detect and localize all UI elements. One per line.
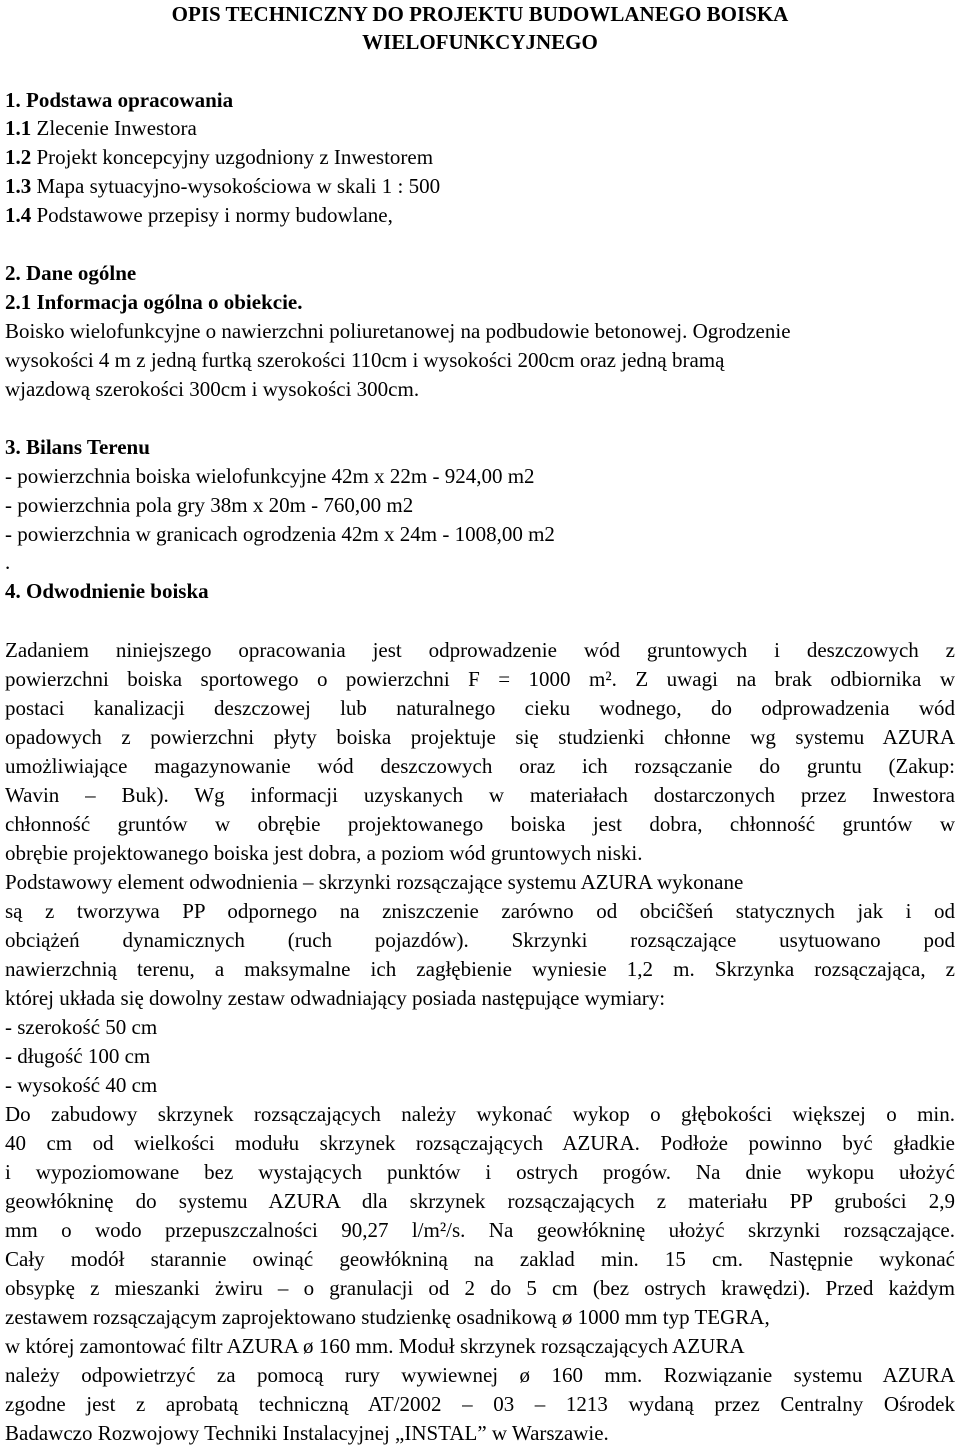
section-1-item: 1.3 Mapa sytuacyjno-wysokościowa w skali 1 : 500	[5, 174, 441, 198]
section-4-paragraph-line: umożliwiające magazynowanie wód deszczowych oraz ich rozsączanie do gruntu (Zakup:	[5, 754, 955, 778]
section-4-heading: 4. Odwodnienie boiska	[5, 579, 209, 603]
document-title-line-1: OPIS TECHNICZNY DO PROJEKTU BUDOWLANEGO BOISKA	[171, 2, 789, 26]
document-title-line-2: WIELOFUNKCYJNEGO	[362, 30, 598, 54]
section-4-dimension-item: - długość 100 cm	[5, 1044, 151, 1068]
section-2-paragraph-line: wjazdową szerokości 300cm i wysokości 300cm.	[5, 377, 420, 401]
section-4-paragraph-line: opadowych z powierzchni płyty boiska projektuje się studzienki chłonne wg systemu AZURA	[5, 725, 955, 749]
section-2-subheading: 2.1 Informacja ogólna o obiekcie.	[5, 290, 303, 314]
section-4-paragraph-line: są z tworzywa PP odpornego na zniszczenie zarówno od obciĉšeń statycznych jak i od	[5, 899, 955, 923]
section-1-item: 1.1 Zlecenie Inwestora	[5, 116, 197, 140]
section-2-paragraph-line: wysokości 4 m z jedną furtką szerokości 110cm i wysokości 200cm oraz jedną bramą	[5, 348, 725, 372]
section-4-paragraph-line: mm o wodo przepuszczalności 90,27 l/m²/s. Na geowłókninę ułożyć skrzynki rozsączające.	[5, 1218, 955, 1242]
section-1-item: 1.2 Projekt koncepcyjny uzgodniony z Inwestorem	[5, 145, 434, 169]
section-3-list-item: .	[5, 550, 11, 574]
section-4-paragraph-line: Zadaniem niniejszego opracowania jest odprowadzenie wód gruntowych i deszczowych z	[5, 638, 955, 662]
section-2-paragraph-line: Boisko wielofunkcyjne o nawierzchni poliuretanowej na podbudowie betonowej. Ogrodzenie	[5, 319, 791, 343]
section-4-paragraph-line: w której zamontować filtr AZURA ø 160 mm. Moduł skrzynek rozsączających AZURA	[5, 1334, 745, 1358]
section-4-paragraph-line: Cały modół starannie owinąć geowłókniną na zaklad min. 15 cm. Następnie wykonać	[5, 1247, 955, 1271]
section-4-paragraph-line: obrębie projektowanego boiska jest dobra, a poziom wód gruntowych niski.	[5, 841, 643, 865]
section-4-paragraph-line: należy odpowietrzyć za pomocą rury wywiewnej ø 160 mm. Rozwiązanie systemu AZURA	[5, 1363, 955, 1387]
section-4-paragraph-line: geowłókninę do systemu AZURA dla skrzynek rozsączających z materiału PP grubości 2,9	[5, 1189, 955, 1213]
section-3-list-item: - powierzchnia boiska wielofunkcyjne 42m x 22m - 924,00 m2	[5, 464, 535, 488]
section-2-heading: 2. Dane ogólne	[5, 261, 137, 285]
section-4-paragraph-line: nawierzchnią terenu, a maksymalne ich zagłębienie wyniesie 1,2 m. Skrzynka rozsączająca, z	[5, 957, 955, 981]
section-4-paragraph-line: 40 cm od wielkości modułu skrzynek rozsączających AZURA. Podłoże powinno być gładkie	[5, 1131, 955, 1155]
section-1-heading: 1. Podstawa opracowania	[5, 88, 234, 112]
section-4-paragraph-line: której układa się dowolny zestaw odwadniający posiada następujące wymiary:	[5, 986, 666, 1010]
section-4-paragraph-line: Wavin – Buk). Wg informacji uzyskanych w materiałach dostarczonych przez Inwestora	[5, 783, 955, 807]
section-3-list-item: - powierzchnia pola gry 38m x 20m - 760,00 m2	[5, 493, 414, 517]
section-4-dimension-item: - szerokość 50 cm	[5, 1015, 158, 1039]
section-4-paragraph-line: zestawem rozsączającym zaprojektowano studzienkę osadnikową ø 1000 mm typ TEGRA,	[5, 1305, 770, 1329]
section-4-paragraph-line: Do zabudowy skrzynek rozsączających należy wykonać wykop o głębokości większej o min.	[5, 1102, 955, 1126]
section-4-paragraph-line: Badawczo Rozwojowy Techniki Instalacyjnej „INSTAL” w Warszawie.	[5, 1421, 609, 1445]
section-4-dimension-item: - wysokość 40 cm	[5, 1073, 158, 1097]
section-1-item: 1.4 Podstawowe przepisy i normy budowlane,	[5, 203, 393, 227]
section-4-paragraph-line: obciążeń dynamicznych (ruch pojazdów). Skrzynki rozsączające usytuowano pod	[5, 928, 955, 952]
section-4-paragraph-line: obsypkę z mieszanki żwiru – o granulacji od 2 do 5 cm (bez ostrych krawędzi). Przed każdym	[5, 1276, 955, 1300]
section-4-paragraph-line: zgodne jest z aprobatą techniczną AT/2002 – 03 – 1213 wydaną przez Centralny Ośrodek	[5, 1392, 955, 1416]
section-3-list-item: - powierzchnia w granicach ogrodzenia 42m x 24m - 1008,00 m2	[5, 522, 555, 546]
section-4-paragraph-line: chłonność gruntów w obrębie projektowanego boiska jest dobra, chłonność gruntów w	[5, 812, 955, 836]
section-4-paragraph-line: Podstawowy element odwodnienia – skrzynki rozsączające systemu AZURA wykonane	[5, 870, 744, 894]
section-4-paragraph-line: i wypoziomowane bez wystających punktów i ostrych progów. Na dnie wykopu ułożyć	[5, 1160, 955, 1184]
section-4-paragraph-line: powierzchni boiska sportowego o powierzchni F = 1000 m². Z uwagi na brak odbiornika w	[5, 667, 955, 691]
section-3-heading: 3. Bilans Terenu	[5, 435, 150, 459]
section-4-paragraph-line: postaci kanalizacji deszczowej lub naturalnego cieku wodnego, do odprowadzenia wód	[5, 696, 955, 720]
